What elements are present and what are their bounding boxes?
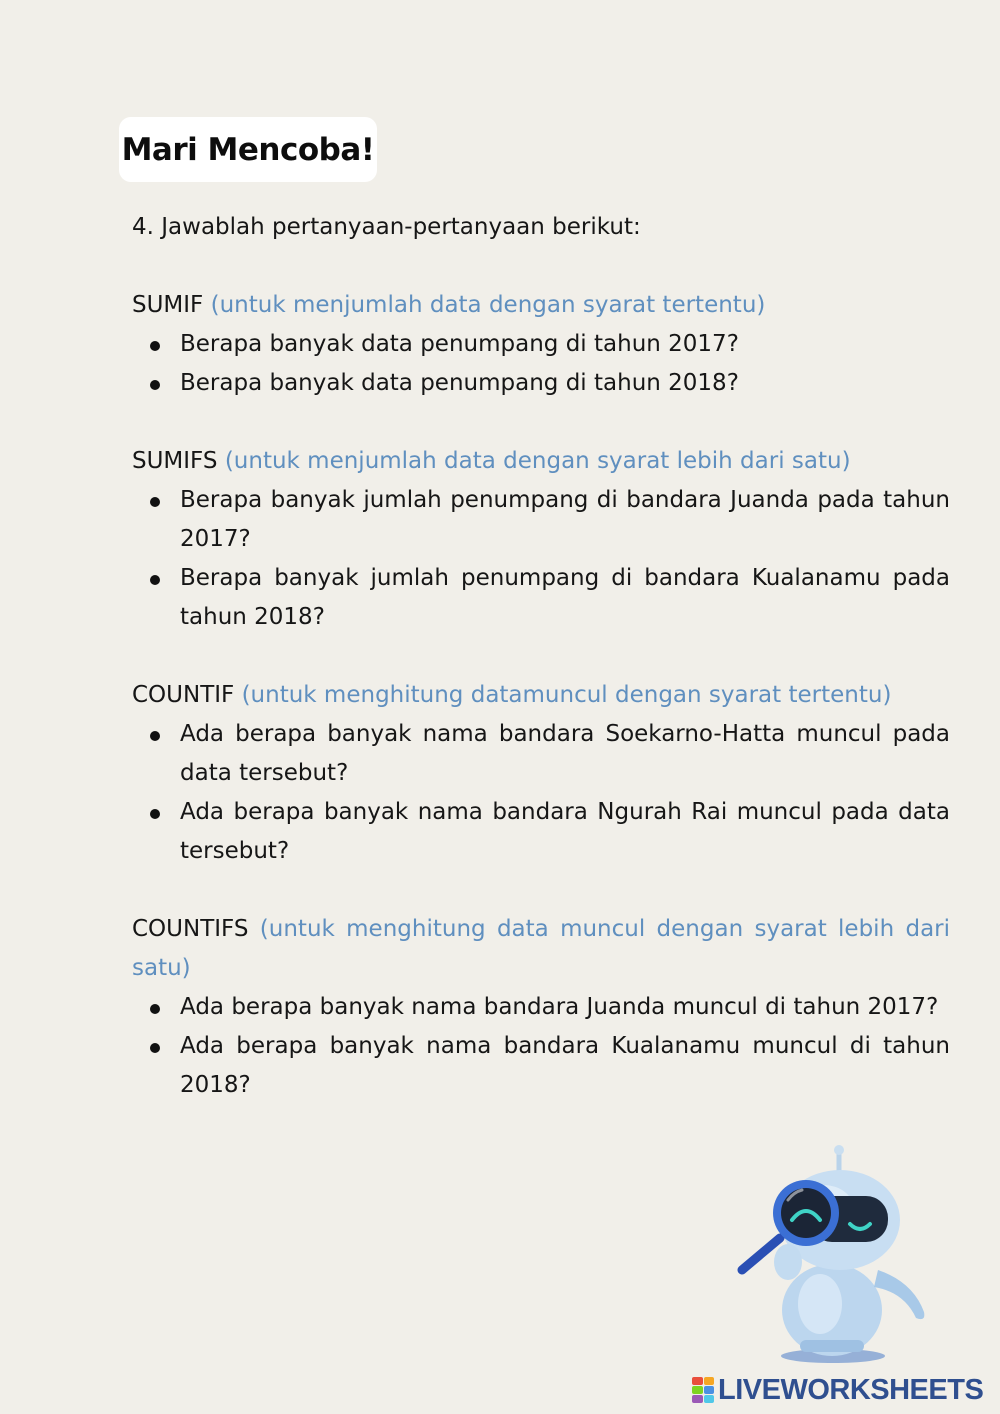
section-heading (132, 286, 950, 325)
list-item (180, 364, 950, 403)
list-item (180, 988, 950, 1027)
function-hint: (untuk menjumlah data dengan syarat tertentu) (210, 292, 766, 318)
logo-mark-icon (692, 1377, 714, 1403)
section-sumif (132, 286, 950, 403)
function-hint: (untuk menjumlah data dengan syarat lebih dari satu) (224, 448, 851, 474)
logo-tile (692, 1395, 703, 1403)
question-text: Berapa banyak jumlah penumpang di bandara Juanda pada tahun 2017? (180, 487, 950, 552)
question-text: Berapa banyak data penumpang di tahun 2017? (180, 331, 739, 357)
logo-tile (692, 1386, 703, 1394)
bullet-icon (150, 380, 160, 390)
function-name: COUNTIF (132, 682, 235, 708)
title-card (119, 117, 377, 182)
list-item (180, 325, 950, 364)
instruction-text: 4. Jawablah pertanyaan-pertanyaan berikut: (132, 214, 641, 240)
list-item (180, 559, 950, 637)
bullet-icon (150, 731, 160, 741)
section-heading (132, 676, 950, 715)
bullet-icon (150, 1043, 160, 1053)
robot-illustration (728, 1142, 938, 1371)
question-text: Ada berapa banyak nama bandara Ngurah Rai muncul pada data tersebut? (180, 799, 950, 864)
bullet-icon (150, 497, 160, 507)
logo-tile (704, 1377, 715, 1385)
question-list (132, 715, 950, 871)
list-item (180, 715, 950, 793)
question-text: Berapa banyak data penumpang di tahun 2018? (180, 370, 739, 396)
logo-tile (704, 1395, 715, 1403)
question-text: Ada berapa banyak nama bandara Kualanamu muncul di tahun 2018? (180, 1033, 950, 1098)
section-heading (132, 442, 950, 481)
question-text: Ada berapa banyak nama bandara Juanda muncul di tahun 2017? (180, 994, 939, 1020)
bullet-icon (150, 809, 160, 819)
list-item (180, 793, 950, 871)
question-list (132, 325, 950, 403)
logo-tile (692, 1377, 703, 1385)
section-countifs (132, 910, 950, 1105)
question-list (132, 481, 950, 637)
question-text: Berapa banyak jumlah penumpang di bandara Kualanamu pada tahun 2018? (180, 565, 950, 630)
section-heading (132, 910, 950, 988)
question-list (132, 988, 950, 1105)
bullet-icon (150, 1004, 160, 1014)
function-name: SUMIFS (132, 448, 218, 474)
list-item (180, 481, 950, 559)
bullet-icon (150, 341, 160, 351)
logo-text: LIVEWORKSHEETS (718, 1373, 984, 1406)
function-name: COUNTIFS (132, 916, 249, 942)
function-name: SUMIF (132, 292, 204, 318)
worksheet-content (132, 208, 950, 1144)
section-countif (132, 676, 950, 871)
page-title: Mari Mencoba! (121, 131, 375, 168)
robot-magnifier-icon (728, 1142, 938, 1367)
function-hint: (untuk menghitung data muncul dengan syarat lebih dari satu) (132, 916, 951, 981)
function-hint: (untuk menghitung datamuncul dengan syarat tertentu) (241, 682, 892, 708)
logo-tile (704, 1386, 715, 1394)
question-text: Ada berapa banyak nama bandara Soekarno-Hatta muncul pada data tersebut? (180, 721, 950, 786)
section-sumifs (132, 442, 950, 637)
bullet-icon (150, 575, 160, 585)
list-item (180, 1027, 950, 1105)
liveworksheets-logo (692, 1372, 983, 1408)
